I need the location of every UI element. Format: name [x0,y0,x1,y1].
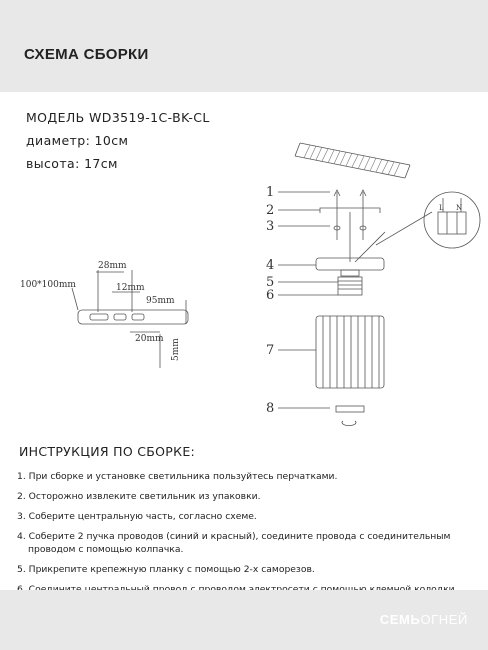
instruction-step: 4. Соберите 2 пучка проводов (синий и красный), соедините провода с соединительным проводом с помощью колпачка. [17,531,451,555]
dim-20: 20mm [135,334,164,344]
part-number-1: 1 [266,185,275,200]
instruction-step: 1. При сборке и установке светильника пользуйтесь перчатками. [17,471,338,482]
dim-28: 28mm [98,261,127,271]
assembly-diagram [0,120,488,440]
footer-bar [0,590,488,650]
brand-logo: СЕМЬОГНЕЙ [379,612,468,627]
diameter-line: диаметр: 10cм [26,133,129,148]
instruction-step: 2. Осторожно извлеките светильник из упаковки. [17,491,261,502]
height-line: высота: 17cм [26,156,118,171]
header-bar [0,0,488,92]
part-number-3: 3 [266,219,275,234]
instruction-step: 5. Прикрепите крепежную планку с помощью 2-х саморезов. [17,564,315,575]
dim-12: 12mm [116,283,145,293]
instruction-step: 3. Соберите центральную часть, согласно схеме. [17,511,257,522]
part-number-6: 6 [266,288,275,303]
part-number-5: 5 [266,275,275,290]
terminal-l-label: L [439,204,444,212]
part-number-8: 8 [266,401,275,416]
dim-plate: 100*100mm [20,280,76,290]
part-number-2: 2 [266,203,275,218]
dim-95: 95mm [146,296,175,306]
ceiling-hatch [295,143,410,178]
instructions-list [17,470,482,603]
part-number-4: 4 [266,258,275,273]
instructions-title: ИНСТРУКЦИЯ ПО СБОРКЕ: [19,444,196,459]
terminal-n-label: N [456,204,463,212]
part-number-7: 7 [266,343,275,358]
model-line: МОДЕЛЬ WD3519-1C-BK-CL [26,110,210,125]
page-title: СХЕМА СБОРКИ [24,46,149,63]
dim-5: 5mm [171,338,181,361]
